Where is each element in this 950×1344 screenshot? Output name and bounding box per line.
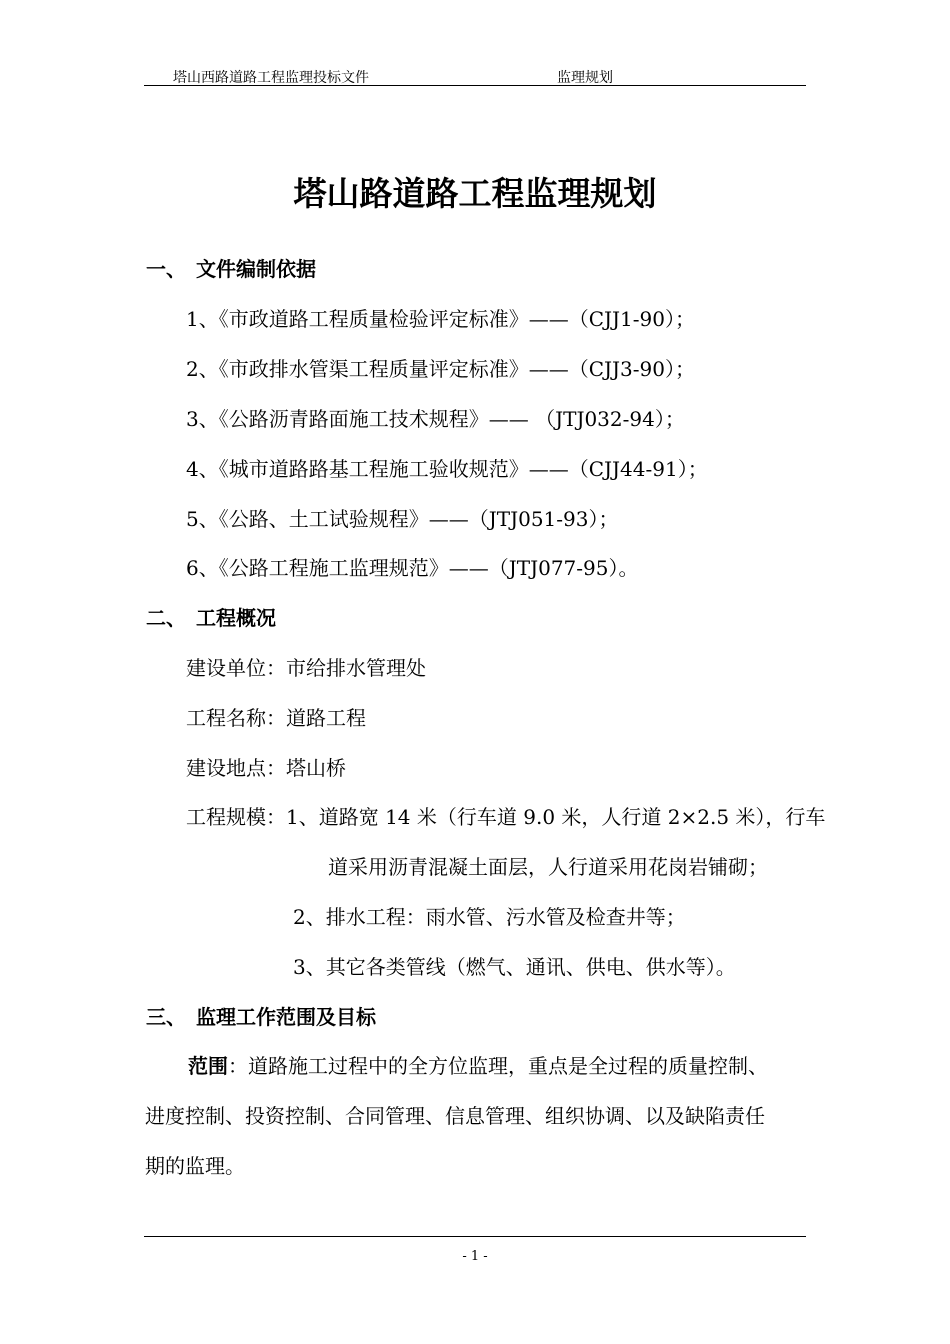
section-1-number: 一、 (146, 257, 186, 281)
page-title: 塔山路道路工程监理规划 (293, 174, 657, 213)
section-2-number: 二、 (146, 606, 186, 630)
section-3-number: 三、 (146, 1005, 186, 1029)
reference-item-5: 5、《公路、土工试验规程》——（JTJ051-93）； (186, 507, 619, 531)
page-number: - 1 - (462, 1249, 488, 1264)
section-2-heading (146, 602, 276, 631)
scope-paragraph-line-1 (188, 1050, 768, 1079)
section-1-title: 文件编制依据 (196, 257, 316, 281)
project-location: 建设地点：塔山桥 (186, 756, 346, 780)
reference-item-2: 2、《市政排水管渠工程质量评定标准》——（CJJ3-90）； (186, 357, 695, 381)
reference-item-3: 3、《公路沥青路面施工技术规程》—— （JTJ032-94）； (186, 407, 685, 431)
section-3-heading (146, 1001, 376, 1030)
section-3-title: 监理工作范围及目标 (196, 1005, 376, 1029)
footer-divider (144, 1236, 806, 1237)
reference-item-1: 1、《市政道路工程质量检验评定标准》——（CJJ1-90）； (186, 307, 695, 331)
reference-item-6: 6、《公路工程施工监理规范》——（JTJ077-95）。 (186, 556, 639, 580)
header-divider (144, 85, 806, 86)
scope-text-1: ：道路施工过程中的全方位监理，重点是全过程的质量控制、 (228, 1054, 768, 1078)
header-left: 塔山西路道路工程监理投标文件 (173, 70, 369, 86)
section-1-heading (146, 253, 316, 282)
project-scale-line-1: 工程规模：1、道路宽 14 米（行车道 9.0 米，人行道 2×2.5 米），行车 (186, 805, 826, 829)
project-owner: 建设单位：市给排水管理处 (186, 656, 426, 680)
project-scale-line-3: 2、排水工程：雨水管、污水管及检查井等； (293, 905, 686, 929)
scope-label: 范围 (188, 1054, 228, 1078)
scope-paragraph-line-3: 期的监理。 (145, 1154, 245, 1178)
project-scale-line-4: 3、其它各类管线（燃气、通讯、供电、供水等）。 (293, 955, 736, 979)
reference-item-4: 4、《城市道路路基工程施工验收规范》——（CJJ44-91）； (186, 457, 708, 481)
project-name: 工程名称：道路工程 (186, 706, 366, 730)
project-scale-line-2: 道采用沥青混凝土面层，人行道采用花岗岩铺砌； (328, 855, 768, 879)
section-2-title: 工程概况 (196, 606, 276, 630)
header-right: 监理规划 (557, 70, 613, 86)
scope-paragraph-line-2: 进度控制、投资控制、合同管理、信息管理、组织协调、以及缺陷责任 (145, 1104, 765, 1128)
